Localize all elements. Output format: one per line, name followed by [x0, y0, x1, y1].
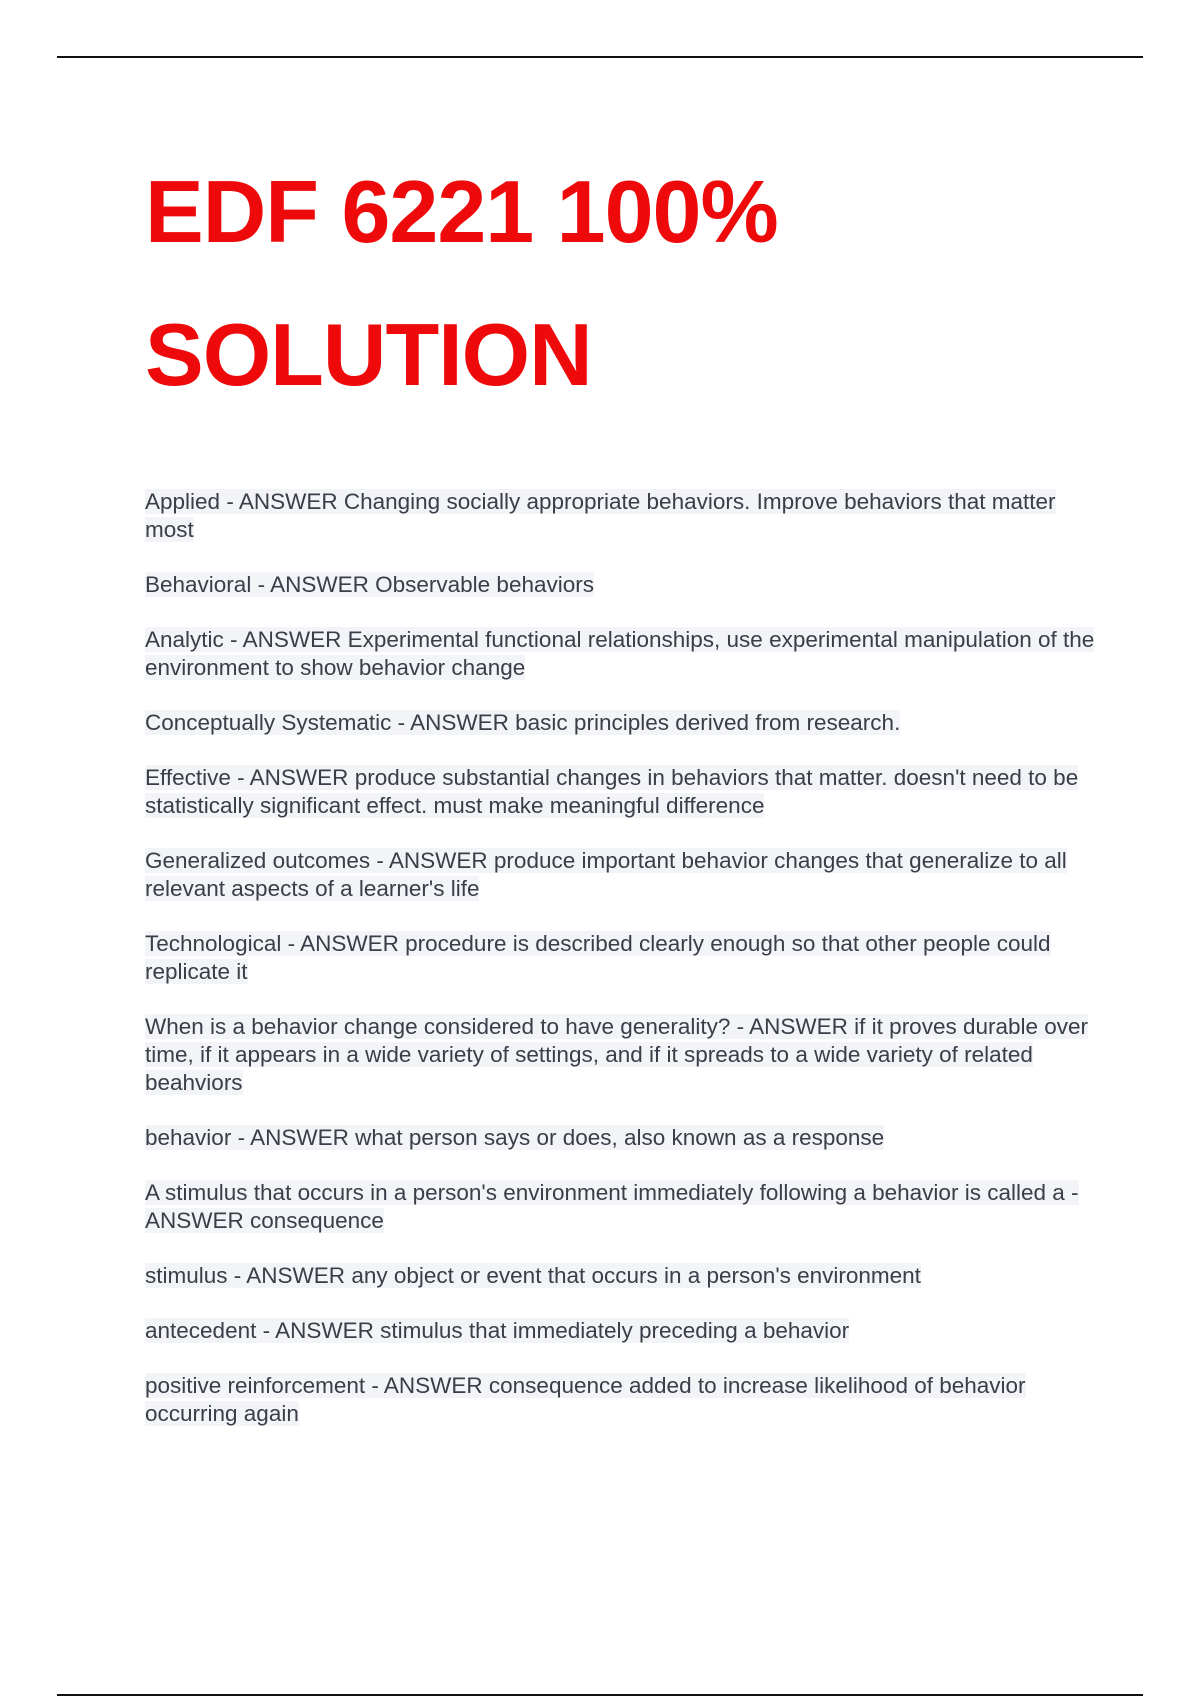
qa-item	[145, 571, 1095, 599]
separator: -	[391, 710, 411, 735]
answer-label: ANSWER	[250, 1125, 349, 1150]
answer-label: ANSWER	[410, 710, 509, 735]
answer-text: any object or event that occurs in a person's environment	[351, 1263, 921, 1288]
answer-text: Observable behaviors	[375, 572, 594, 597]
answer-text: if it proves durable over time, if it appears in a wide variety of settings, and if it spreads to a wide variety of related beahviors	[145, 1014, 1089, 1095]
separator: -	[256, 1318, 276, 1343]
answer-text: consequence added to increase likelihood of behavior occurring again	[145, 1373, 1026, 1426]
question-text: antecedent	[145, 1318, 257, 1343]
top-rule	[57, 56, 1143, 58]
qa-text	[145, 931, 1051, 984]
question-text: Conceptually Systematic	[145, 710, 392, 735]
qa-item	[145, 1179, 1095, 1235]
answer-text: produce important behavior changes that generalize to all relevant aspects of a learner's life	[145, 848, 1067, 901]
qa-item	[145, 1013, 1095, 1097]
separator: -	[230, 765, 250, 790]
qa-list	[145, 488, 1095, 1455]
qa-item	[145, 1317, 1095, 1345]
answer-label: ANSWER	[238, 489, 338, 514]
qa-item	[145, 1372, 1095, 1428]
qa-text	[145, 1125, 884, 1150]
qa-text	[145, 1318, 849, 1343]
question-text: A stimulus that occurs in a person's environment immediately following a behavior is called a	[145, 1180, 1065, 1205]
answer-label: ANSWER	[300, 931, 399, 956]
separator: -	[281, 931, 301, 956]
answer-label: ANSWER	[145, 1208, 244, 1233]
answer-text: basic principles derived from research.	[515, 710, 901, 735]
bottom-rule	[57, 1694, 1143, 1696]
answer-text: produce substantial changes in behaviors that matter. doesn't need to be statistically significant effect. must make meaningful difference	[145, 765, 1079, 818]
qa-item	[145, 488, 1095, 544]
separator: -	[251, 572, 271, 597]
question-text: Analytic	[145, 627, 224, 652]
qa-text	[145, 1014, 1088, 1095]
answer-label: ANSWER	[246, 1263, 346, 1288]
qa-text	[145, 489, 1056, 542]
answer-label: ANSWER	[242, 627, 342, 652]
answer-text: stimulus that immediately preceding a behavior	[380, 1318, 850, 1343]
answer-label: ANSWER	[749, 1014, 848, 1039]
separator: -	[227, 1263, 247, 1288]
qa-text	[145, 1373, 1026, 1426]
question-text: Effective	[145, 765, 231, 790]
question-text: Applied	[145, 489, 221, 514]
separator: -	[223, 627, 243, 652]
answer-text: consequence	[250, 1208, 384, 1233]
qa-text	[145, 710, 900, 735]
qa-item	[145, 847, 1095, 903]
qa-item	[145, 764, 1095, 820]
answer-label: ANSWER	[249, 765, 349, 790]
qa-item	[145, 626, 1095, 682]
question-text: Generalized outcomes	[145, 848, 371, 873]
answer-label: ANSWER	[383, 1373, 483, 1398]
question-text: behavior	[145, 1125, 232, 1150]
qa-text	[145, 848, 1067, 901]
qa-item	[145, 709, 1095, 737]
qa-text	[145, 572, 594, 597]
qa-text	[145, 765, 1078, 818]
qa-item	[145, 1124, 1095, 1152]
answer-label: ANSWER	[388, 848, 488, 873]
qa-text	[145, 1180, 1079, 1233]
question-text: positive reinforcement	[145, 1373, 366, 1398]
separator: -	[365, 1373, 384, 1398]
qa-text	[145, 627, 1094, 680]
question-text: stimulus	[145, 1263, 228, 1288]
question-text: When is a behavior change considered to have generality?	[145, 1014, 731, 1039]
answer-label: ANSWER	[275, 1318, 374, 1343]
separator: -	[730, 1014, 750, 1039]
qa-item	[145, 1262, 1095, 1290]
qa-item	[145, 930, 1095, 986]
question-text: Technological	[145, 931, 282, 956]
answer-label: ANSWER	[270, 572, 369, 597]
answer-text: what person says or does, also known as a response	[355, 1125, 885, 1150]
title-line-2: SOLUTION	[145, 305, 592, 404]
separator: -	[231, 1125, 251, 1150]
document-title	[145, 140, 1125, 426]
answer-text: Changing socially appropriate behaviors. Improve behaviors that matter most	[145, 489, 1056, 542]
question-text: Behavioral	[145, 572, 252, 597]
separator: -	[220, 489, 239, 514]
separator: -	[1064, 1180, 1079, 1205]
answer-text: procedure is described clearly enough so that other people could replicate it	[145, 931, 1051, 984]
separator: -	[370, 848, 389, 873]
title-line-1: EDF 6221 100%	[145, 162, 778, 261]
qa-text	[145, 1263, 921, 1288]
answer-text: Experimental functional relationships, use experimental manipulation of the environment to show behavior change	[145, 627, 1095, 680]
